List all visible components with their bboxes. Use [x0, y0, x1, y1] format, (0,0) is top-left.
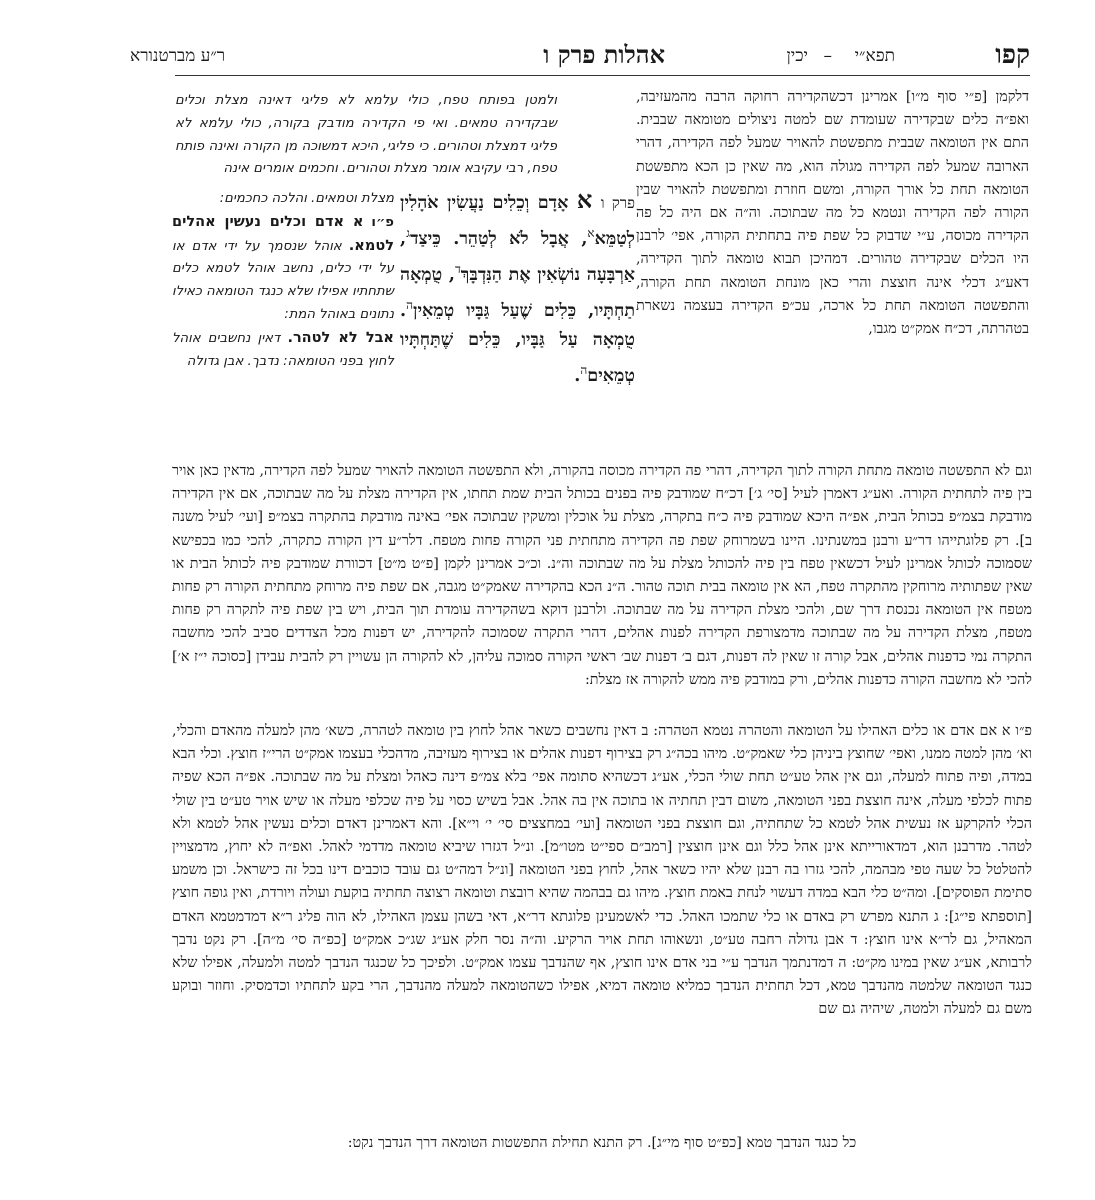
footnote-marker-e: ה — [580, 363, 588, 378]
footnote-marker-d: ה — [406, 297, 413, 312]
mishnah-segment-5: . טֻמְאָה עַל גַּבָּיו, כֵּלִים שֶׁתַּחְתָּיו טְמֵאִים — [400, 300, 635, 387]
header-rule — [175, 75, 1030, 76]
footnote-marker-b: ג — [406, 226, 411, 240]
mishnah-segment-2: , אֲבָל לֹא לְטַהֵר. כֵּיצַד — [410, 228, 588, 249]
yachin-full-text-1: וגם לא התפשטה טומאה מתחת הקורה לתוך הקדירה, דהרי פה הקדירה מכוסה בהקורה, ולא התפשטה הטומאה להאויר שמעל לפה הקדירה, מדאין כאן אויר בין פיה לתחתית הקורה. ואע״ג דאמרן לעיל [סי׳ ג׳] דכ״ח שמודבק פיה בפנים בכותל הבית שמת תחתו, אין הקדירה מצלת על מה שבתוכה, אם אין הקדירה מודבקת בצמ״פ בכותל הבית, אפ״ה היכא שמודבק פיה כ״ח בתקרה, מצלת על אוכלין ומשקין שבתוכה אפי׳ באינה מודבקת בהתקרה בצמ״פ [ועי׳ לעיל משנה ב]. רק פלוגתייהו דר״ע ורבנן במשנתינו. היינו בשמרוחק שפת פה הקדירה מתחתית פני הקורה פחות מטפח. דלר״ע דין הקורה כתקרה, להכי כמו בכפישא שסמוכה לכותל אמרינן לעיל דכשאין טפח בין פיה להכותל מצלת על מה שבתוכה וה״נ. וכ״כ אמרינן לקמן [פ״ט מ״ט] דכוורת שמודבק פיה לכותל הבית או שאין שפתותיה מרוחקין מהתקרה טפח, הא אין טומאה בבית תוכה טהור. ה״נ הכא בהקדירה שאמק״ט מגבה, אם שפת פיה מרוחק מתחתית הקורה רק פחות מטפח אין הטומאה נכנסת דרך שם, ולהכי מצלת הקדירה על מה שבתוכה. ולרבנן דוקא בשהקדירה עומדת תוך הבית, ויש בין שפת פיה לתקרה רק פחות מטפח, מצלת הקדירה על מה שבתוכה מדמצורפת הקדירה לפנות אהלים, דהרי התקרה שסמוכה להקדירה, יש דפנות מכל הצדדים סביב להכי מחשבה התקרה נמי כדפנות אהלים, אבל קורה זו שאין לה דפנות, דגם ב׳ דפנות שב׳ ראשי הקורה סמוכה עליהן, לא להקורה הן עשויין רק להבית עבידן [כסוכה י״ז א׳] להכי לא מחשבה הקורה כדפנות אהלים, ורק במודבק פיה ממש להקורה אז מצלת: — [172, 463, 1033, 688]
bartenura-text-1: אוהל שנסמך על ידי אדם או על ידי כלים, נחשב אוהל לטמא כלים שתחתיו אפילו שלא כנגד הטומאה כאילו נתונים באוהל המת: — [172, 238, 394, 322]
mishnah-segment-1: אָדָם וְכֵלִים נַעֲשִׂין אֹהָלִין לְטַמֵּא — [400, 193, 635, 249]
yachin-full-text-2: פ״ו א אם אדם או כלים האהילו על הטומאה והטהרה נטמא הטהרה: ב דאין נחשבים כשאר אהל לחוץ בין טומאה לטהרה, כשא׳ מהן למעלה מהאדם והכלי, וא׳ מהן למטה ממנו, ואפי׳ שחוצץ ביניהן כלי שאמק״ט. מיהו בכה״ג רק בצירוף דפנות אהלים או בצירוף מעזיבה, מדהכלי בעצמו אמק״ט הרי״ז חוצץ. וכלי הבא במדה, ופיה פתוח למעלה, וגם אין אהל טע״ט תחת שולי הכלי, אע״ג דכשהיא סתומה אפי׳ בלא צמ״פ דינה כאהל ומצלת על מה שבתוכה. אפ״ה הכא שפיה פתוח לכלפי מעלה, אינה חוצצת בפני הטומאה, משום דבין תחתיה או בתוכה אין בה אהל. אבל בשיש כסוי על פיה שכלפי מעלה או שיש אויר טע״ט בין שולי הכלי להקרקע אז נעשית אהל לטמא כל שתחתיה, וגם חוצצת בפני הטומאה [ועי׳ במחצצים סי׳ י׳ וי״א]. והא דאמרינן דאדם וכלים נעשין אהל לטמא ולא לטהר. מדרבנן הוא, דמדאורייתא אינן אהל כלל וגם אינן חוצצין [רמב״ם ספי״ט מטו״מ]. ונ״ל דגזרו שיביא טומאה מדדמי לאהל. ואפ״ה לא יחוץ, מדמצויין להטלטל כל שעה טפי מבהמה, להכי גזרו בה רבנן שלא יהיו כשאר אהל, לחוץ בפני הטומאה [ונ״ל דמה״ט גם עובד כוכבים דינו בכל זה כישראל. וכן משמע סתימת הפוסקים]. ומה״ט כלי הבא במדה דעשוי לנחת באמת חוצץ. מיהו גם בבהמה שהיא רובצת וטומאה רצוצה תחתיה בוקעת ועולה ויורדת, ואין גופה חוצץ [תוספתא פי״ג]: ג התנא מפרש רק באדם או כלי שתמכו האהל. כדי לאשמעינן פלוגתא דר״א, דאי בשהן עצמן האהילו, לא הוה פליג ר״א דמדמטמא האדם המאהיל, גם לר״א אינו חוצץ: ד אבן גדולה רחבה טע״ט, ונשאוהו תחת אויר הרקיע. וה״ה נסר חלק אע״ג שג״כ אמק״ט [כפ״ה סי׳ מ״ה]. רק נקט נדבך לרבותא, אע״ג שאין במינו מק״ט: ה דמדנתמך הנדבך ע״י בני אדם אינו חוצץ, אף שהנדבך עצמו אמק״ט. ולפיכך כל שכנגד הנדבך למטה ולמעלה, אפילו שלא כנגד הטומאה שלמטה מהנדבך טמא, דכל תחתית הנדבך כמליא טומאה דמיא, אפילו כשהטומאה למעלה מהנדבך, הרי בקע לתחתיו וכדמסיק. וחוזר ובוקע משם גם למעלה ולמטה, שיהיה גם שם — [172, 723, 1032, 1018]
mishnah-segment-3: , אַרְבָּעָה נוֹשְׂאִין אֶת הַנִּדְבָּךְ — [400, 228, 635, 285]
footnote-marker-c: ד — [455, 261, 461, 276]
yachin-full-block-2 — [172, 720, 1032, 1022]
bartenura-text-2: דאין נחשבים אוהל לחוץ בפני הטומאה: נדבך. אבן גדולה — [172, 330, 394, 369]
bartenura-top-column — [175, 90, 557, 181]
chapter-label: פרק ו — [600, 194, 636, 212]
yachin-full-block-3 — [172, 1132, 1032, 1155]
mishnah-first-letter: א — [576, 185, 593, 214]
bartenura-lemma-2: אבל לא לטהר. — [287, 329, 394, 346]
tractate-title: אהלות פרק ו — [543, 40, 665, 69]
header-yachin: יכין — [786, 46, 808, 66]
bartenura-lemma-1: א אדם וכלים נעשין אהלים לטמא. — [172, 213, 394, 254]
running-header — [130, 36, 1030, 76]
header-bartenura: ר״ע מברטנורא — [130, 46, 226, 66]
yachin-right-column — [636, 86, 1029, 341]
bartenura-comment-1 — [172, 211, 394, 327]
mishnah-text — [400, 185, 635, 391]
yachin-full-block-1 — [172, 460, 1032, 692]
bartenura-comment-2 — [172, 327, 394, 374]
yachin-right-text: דלקמן [פ״י סוף מ״ו] אמרינן דכשהקדירה רחוקה הרבה מהמעזיבה, ואפ״ה כלים שבקדירה שעומדת שם למטה ניצולים מטומאה שבבית. התם אין הטומאה שבבית מתפשטת להאויר שמעל לפה הקדירה, דהרי הארובה שמעל לפה הקדירה מגולה הוא, מה שאין כן הכא מתפשטת הטומאה תחת כל אורך הקורה, ומשם חוזרת ומתפשטת להאויר שבין הקורה לפה הקדירה ונטמא כל מה שבתוכה. וה״ה אם היה כל פה הקדירה מכוסה, ע״י שדבוק כל שפת פיה בתחתית הקורה, אפי׳ לרבנן היו הכלים שבקדירה טהורים. דמהיכן תבוא טומאה לתוך הקדירה, דאע״ג דכלי אינה חוצצת והרי כאן מונחת הטומאה תחת הקורה, והתפשטה הטומאה תחת כל ארכה, עכ״פ הקדירה בעצמה נשארת בטהרתה, דכ״ח אמק״ט מגבו, — [636, 89, 1029, 338]
bartenura-label-1: פ״ו — [371, 214, 394, 230]
header-separator: – — [823, 46, 832, 66]
mishnah-segment-6: . — [574, 366, 581, 387]
bartenura-top-text: ולמטן בפותח טפח, כולי עלמא לא פליגי דאינה מצלת וכלים שבקדירה טמאים. ואי פי הקדירה מודבק בקורה, כולי עלמא לא פליגי דמצלת וטהורים. כי פליגי, היכא דמשוכה מן הקורה ואינה פותח טפח, רבי עקיבא אומר מצלת וטהורים. וחכמים אומרים אינה — [175, 93, 557, 177]
mishnah-segment-4: , טֻמְאָה תַחְתָּיו, כֵּלִים שֶׁעַל גַּבָּיו טְמֵאִין — [400, 264, 635, 321]
header-tiferet: תפא״י — [854, 46, 895, 66]
footnote-marker-a: א — [587, 226, 595, 240]
bartenura-intro: מצלת וטמאים. והלכה כחכמים: — [219, 191, 394, 206]
yachin-full-text-3: כל כנגד הנדבך טמא [כפ״ט סוף מי״ג]. רק התנא תחילת התפשטות הטומאה דרך הנדבך נקט: — [347, 1135, 857, 1151]
bartenura-column — [172, 188, 394, 373]
page-number: קפו — [995, 40, 1030, 70]
